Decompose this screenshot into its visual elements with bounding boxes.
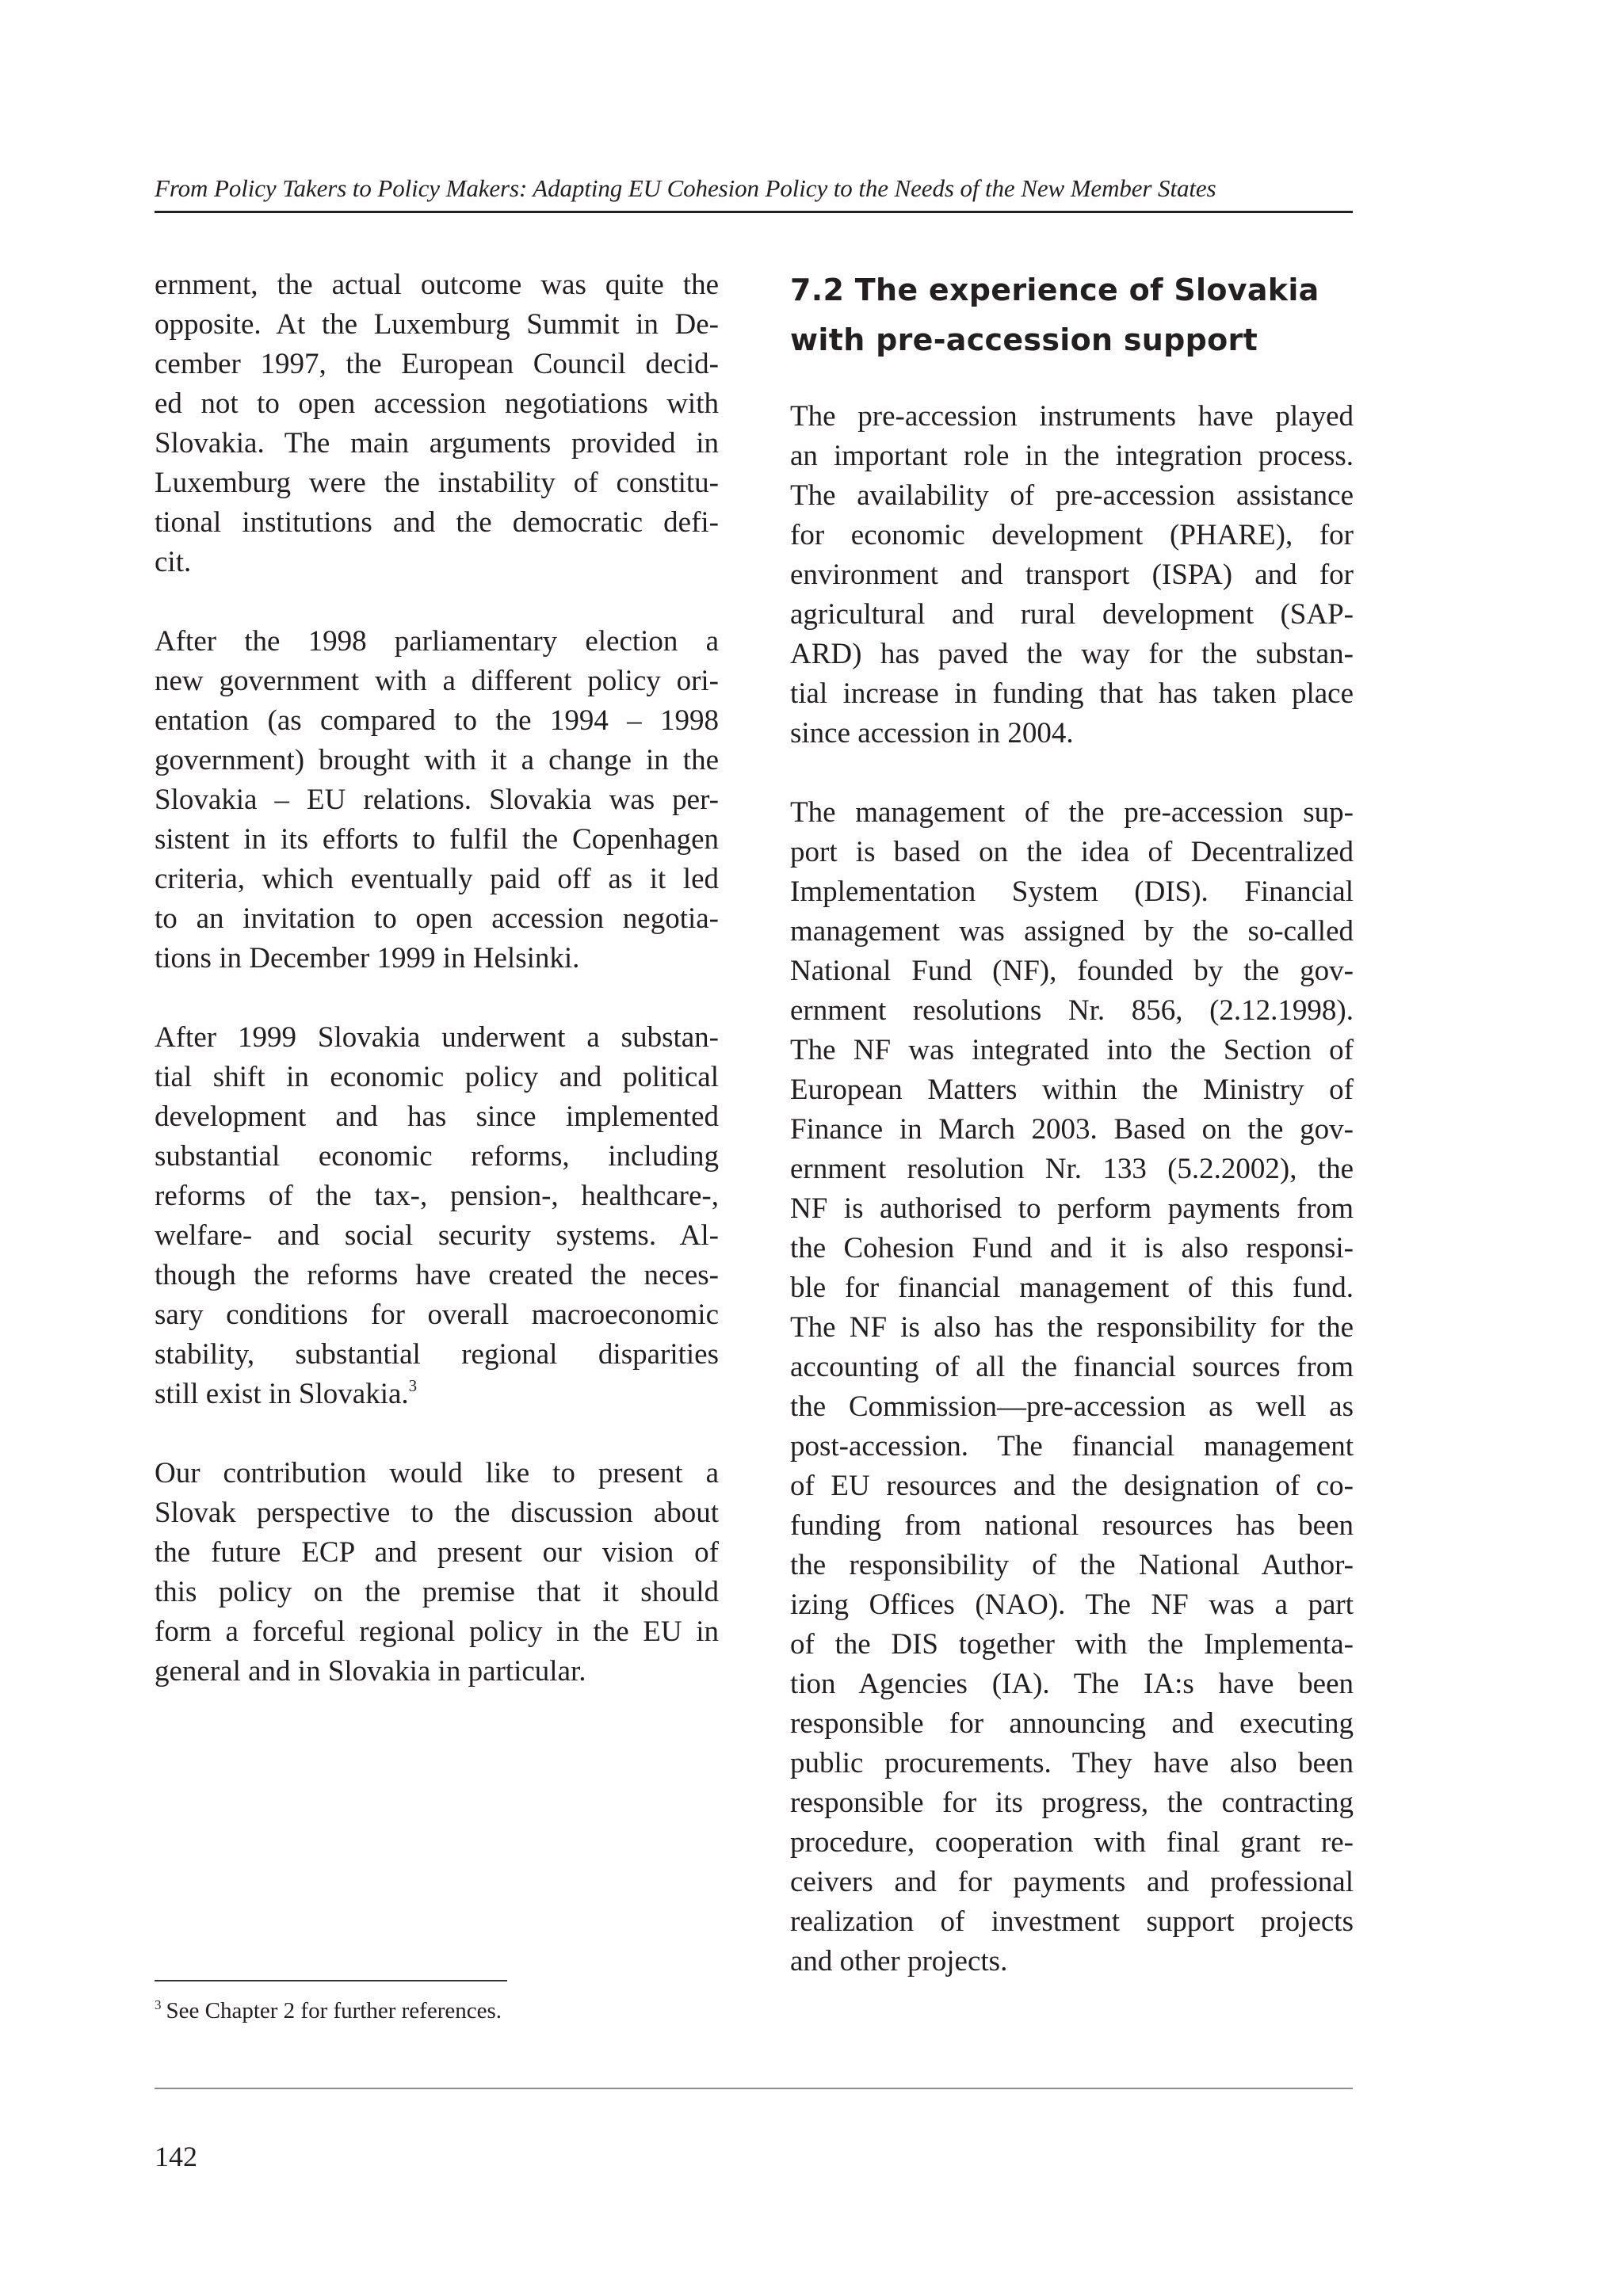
text-line: development and has since implemented (155, 1100, 719, 1133)
text-line: and other projects. (790, 1945, 1008, 1978)
paragraph (155, 1018, 719, 1414)
text-line: tional institutions and the democratic defi- (155, 506, 719, 539)
text-line: the future ECP and present our vision of (155, 1536, 719, 1569)
text-line: form a forceful regional policy in the EU in (155, 1615, 719, 1648)
section-heading-line: 7.2 The experience of Slovakia (790, 273, 1319, 307)
text-line: since accession in 2004. (790, 717, 1074, 749)
paragraph (155, 1454, 719, 1691)
text-line: public procurements. They have also been (790, 1747, 1354, 1779)
text-line: welfare- and social security systems. Al- (155, 1219, 719, 1252)
text-line: responsible for its progress, the contracting (790, 1787, 1354, 1819)
text-line: Implementation System (DIS). Financial (790, 875, 1354, 908)
text-line: ARD) has paved the way for the substan- (790, 638, 1354, 670)
text-line: environment and transport (ISPA) and for (790, 559, 1354, 591)
text-line: NF is authorised to perform payments from (790, 1192, 1354, 1225)
header-rule (155, 211, 1353, 213)
running-header: From Policy Takers to Policy Makers: Adapting EU Cohesion Policy to the Needs of the New Member States (155, 174, 1216, 202)
text-line: cit. (155, 546, 192, 578)
text-line: reforms of the tax-, pension-, healthcare-, (155, 1180, 719, 1212)
text-line: izing Offices (NAO). The NF was a part (790, 1589, 1354, 1621)
text-line: realization of investment support projects (790, 1905, 1354, 1938)
text-line: sistent in its efforts to fulfil the Copenhagen (155, 823, 719, 856)
text-line: Our contribution would like to present a (155, 1457, 719, 1489)
text-line: procedure, cooperation with final grant re- (790, 1826, 1354, 1859)
text-line: opposite. At the Luxemburg Summit in De- (155, 308, 719, 341)
footnote-text: See Chapter 2 for further references. (166, 1998, 502, 2023)
text-line: ceivers and for payments and professional (790, 1866, 1354, 1898)
paragraph (790, 397, 1354, 753)
text-line: Slovakia – EU relations. Slovakia was per- (155, 784, 719, 816)
text-line: new government with a different policy ori- (155, 665, 719, 697)
text-line: Slovak perspective to the discussion about (155, 1497, 719, 1529)
text-line: Luxemburg were the instability of constitu- (155, 467, 719, 499)
text-line: port is based on the idea of Decentralized (790, 836, 1354, 868)
text-line: management was assigned by the so-called (790, 915, 1354, 948)
text-line: After 1999 Slovakia underwent a substan- (155, 1021, 719, 1054)
section-heading-line: with pre-accession support (790, 322, 1258, 357)
text-line: an important role in the integration process. (790, 440, 1354, 472)
left-column (155, 265, 719, 1691)
text-line: still exist in Slovakia.$^3$ (155, 1376, 418, 1410)
text-line: substantial economic reforms, including (155, 1140, 719, 1173)
text-line: ed not to open accession negotiations with (155, 387, 719, 420)
text-line: post-accession. The financial management (790, 1430, 1354, 1463)
text-line: ernment resolution Nr. 133 (5.2.2002), the (790, 1153, 1354, 1185)
footnote-number: 3 (155, 1997, 162, 2012)
text-line: ernment, the actual outcome was quite the (155, 269, 719, 301)
footer-rule (155, 2088, 1353, 2089)
text-line: cember 1997, the European Council decid- (155, 348, 719, 380)
text-line: ernment resolutions Nr. 856, (2.12.1998). (790, 994, 1354, 1027)
text-line: to an invitation to open accession negotia- (155, 902, 719, 935)
text-line: tial increase in funding that has taken place (790, 677, 1354, 710)
text-line: entation (as compared to the 1994 – 1998 (155, 704, 719, 737)
text-line: criteria, which eventually paid off as it led (155, 863, 719, 895)
footnote-reference[interactable]: 3 (408, 1376, 418, 1395)
paragraph (155, 622, 719, 978)
text-line: ble for financial management of this fund. (790, 1272, 1354, 1304)
text-line: sary conditions for overall macroeconomic (155, 1299, 719, 1331)
text-line: the Commission—pre-accession as well as (790, 1390, 1354, 1423)
text-line: the Cohesion Fund and it is also responsi- (790, 1232, 1354, 1264)
text-line: accounting of all the financial sources from (790, 1351, 1354, 1383)
paragraph (790, 793, 1354, 1981)
text-line: for economic development (PHARE), for (790, 519, 1354, 551)
text-line: The management of the pre-accession sup- (790, 796, 1354, 829)
text-line: of EU resources and the designation of co- (790, 1470, 1354, 1502)
text-line: Finance in March 2003. Based on the gov- (790, 1113, 1354, 1146)
text-line: general and in Slovakia in particular. (155, 1655, 586, 1688)
text-line: though the reforms have created the neces- (155, 1259, 719, 1291)
text-line: The NF was integrated into the Section of (790, 1034, 1354, 1066)
paragraph (155, 265, 719, 582)
text-line: tion Agencies (IA). The IA:s have been (790, 1668, 1354, 1700)
text-line: agricultural and rural development (SAP- (790, 598, 1354, 631)
text-line: tions in December 1999 in Helsinki. (155, 942, 580, 974)
text-line: After the 1998 parliamentary election a (155, 625, 719, 658)
section-heading (790, 265, 1354, 365)
text-line: the responsibility of the National Author- (790, 1549, 1354, 1581)
text-line: government) brought with it a change in the (155, 744, 719, 776)
text-line: The NF is also has the responsibility for the (790, 1311, 1354, 1344)
text-line: The pre-accession instruments have played (790, 400, 1354, 433)
text-line: responsible for announcing and executing (790, 1707, 1354, 1740)
text-line: stability, substantial regional disparities (155, 1338, 719, 1371)
text-line: European Matters within the Ministry of (790, 1074, 1354, 1106)
footnote (155, 1995, 502, 2027)
text-line: of the DIS together with the Implementa- (790, 1628, 1354, 1661)
page-number: 142 (155, 2141, 197, 2172)
text-line: The availability of pre-accession assistance (790, 479, 1354, 512)
text-line: tial shift in economic policy and political (155, 1061, 719, 1093)
text-line: National Fund (NF), founded by the gov- (790, 955, 1354, 987)
right-column (790, 265, 1354, 1981)
text-line: this policy on the premise that it should (155, 1576, 719, 1608)
text-line: Slovakia. The main arguments provided in (155, 427, 719, 460)
text-line: funding from national resources has been (790, 1509, 1354, 1542)
footnote-rule (155, 1980, 507, 1981)
